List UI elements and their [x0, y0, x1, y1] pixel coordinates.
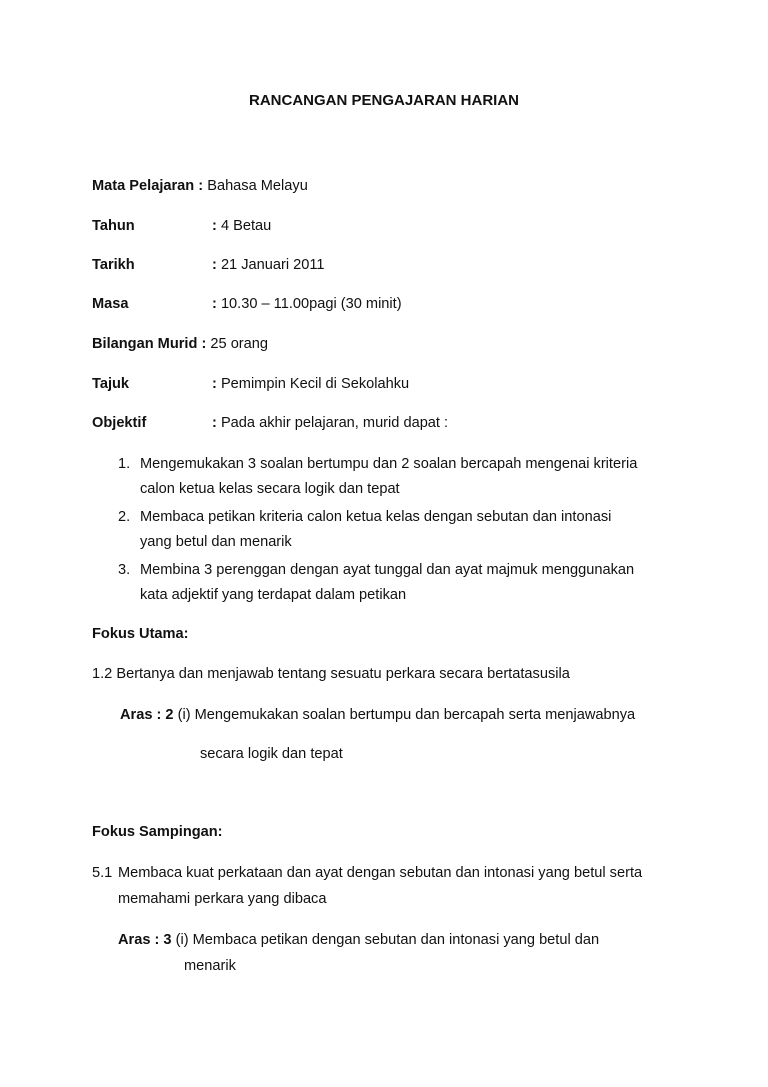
- section-heading: Fokus Utama:: [92, 626, 189, 642]
- info-value: 21 Januari 2011: [220, 257, 325, 273]
- info-colon: :: [201, 336, 207, 352]
- skill-text: memahami perkara yang dibaca: [118, 891, 327, 907]
- info-row-objektif: [92, 415, 146, 431]
- skill-number: 5.1: [92, 865, 113, 881]
- info-row-tahun: [92, 218, 135, 234]
- info-value: Bahasa Melayu: [207, 178, 308, 194]
- info-label: Objektif: [92, 415, 147, 431]
- info-row-bilangan-murid: [92, 336, 268, 352]
- aras-text: (i) Mengemukakan soalan bertumpu dan bercapah serta menjawabnya: [177, 707, 636, 723]
- info-colon: :: [212, 257, 217, 273]
- skill-text: 1.2 Bertanya dan menjawab tentang sesuatu perkara secara bertatasusila: [92, 666, 570, 682]
- aras-row: [118, 932, 599, 948]
- info-colon: :: [212, 415, 217, 431]
- list-item-number: 2.: [118, 509, 131, 525]
- aras-label: Aras : 3: [118, 932, 172, 948]
- list-item-text: yang betul dan menarik: [140, 534, 292, 550]
- info-label: Mata Pelajaran: [92, 178, 195, 194]
- info-value: Pada akhir pelajaran, murid dapat :: [220, 415, 449, 431]
- list-item-text: kata adjektif yang terdapat dalam petikan: [140, 587, 407, 603]
- info-label: Tarikh: [92, 257, 135, 273]
- section-heading: Fokus Sampingan:: [92, 824, 223, 840]
- list-item-text: Membina 3 perenggan dengan ayat tunggal dan ayat majmuk menggunakan: [140, 562, 635, 578]
- info-label: Bilangan Murid: [92, 336, 198, 352]
- info-row-objektif-value: [212, 415, 448, 431]
- info-label: Masa: [92, 296, 129, 312]
- info-row-tajuk-value: [212, 376, 409, 392]
- document-title: RANCANGAN PENGAJARAN HARIAN: [248, 92, 519, 109]
- info-row-tarikh: [92, 257, 135, 273]
- list-item-text: Mengemukakan 3 soalan bertumpu dan 2 soalan bercapah mengenai kriteria: [140, 456, 638, 472]
- info-value: 4 Betau: [220, 218, 272, 234]
- aras-row: [120, 707, 635, 723]
- info-row-tajuk: [92, 376, 129, 392]
- info-value: 25 orang: [210, 336, 269, 352]
- skill-text: Membaca kuat perkataan dan ayat dengan sebutan dan intonasi yang betul serta: [118, 865, 643, 881]
- info-row-masa: [92, 296, 129, 312]
- list-item-number: 1.: [118, 456, 131, 472]
- info-row-masa-value: [212, 296, 402, 312]
- list-item-text: Membaca petikan kriteria calon ketua kelas dengan sebutan dan intonasi: [140, 509, 612, 525]
- info-value: Pemimpin Kecil di Sekolahku: [220, 376, 410, 392]
- aras-label: Aras : 2: [120, 707, 174, 723]
- list-item-text: calon ketua kelas secara logik dan tepat: [140, 481, 400, 497]
- list-item-number: 3.: [118, 562, 131, 578]
- info-label: Tahun: [92, 218, 135, 234]
- aras-text: (i) Membaca petikan dengan sebutan dan intonasi yang betul dan: [175, 932, 600, 948]
- info-colon: :: [212, 376, 217, 392]
- aras-text-continued: secara logik dan tepat: [200, 746, 343, 762]
- info-colon: :: [212, 296, 217, 312]
- info-row-tarikh-value: [212, 257, 325, 273]
- aras-text-continued: menarik: [184, 958, 236, 974]
- info-row-tahun-value: [212, 218, 271, 234]
- info-row-mata-pelajaran: [92, 178, 308, 194]
- info-label: Tajuk: [92, 376, 130, 392]
- info-colon: :: [212, 218, 217, 234]
- info-value: 10.30 – 11.00pagi (30 minit): [220, 296, 402, 312]
- info-colon: :: [198, 178, 204, 194]
